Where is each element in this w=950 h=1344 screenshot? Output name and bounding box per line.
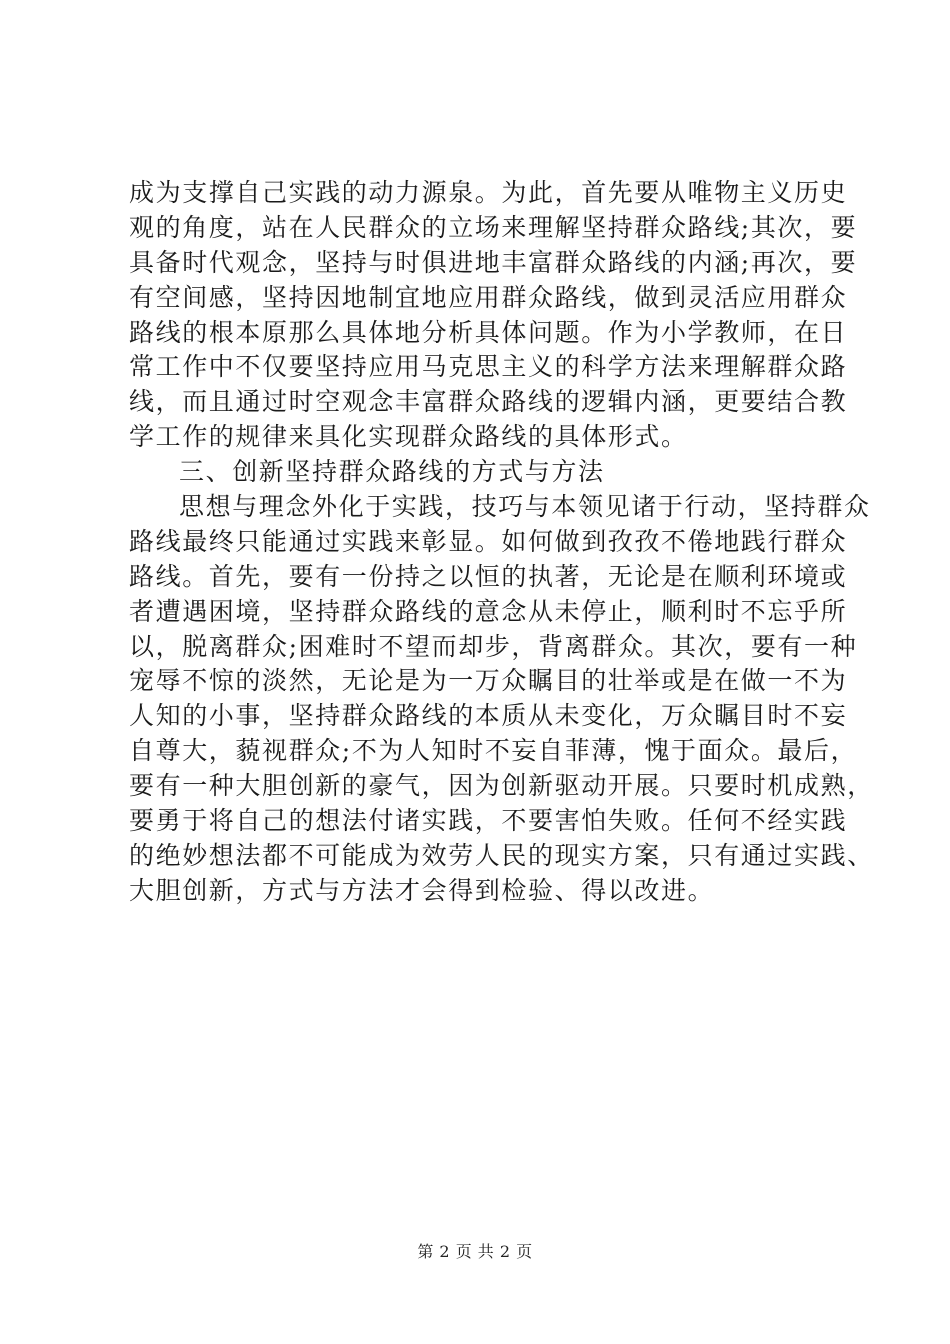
body-line: 以，脱离群众;困难时不望而却步，背离群众。其次，要有一种: [129, 631, 858, 661]
body-line: 具备时代观念，坚持与时俱进地丰富群众路线的内涵;再次，要: [129, 247, 858, 277]
body-line: 路线最终只能通过实践来彰显。如何做到孜孜不倦地践行群众: [129, 526, 848, 556]
body-line: 宠辱不惊的淡然，无论是为一万众瞩目的壮举或是在做一不为: [129, 666, 848, 696]
body-line: 观的角度，站在人民群众的立场来理解坚持群众路线;其次，要: [129, 212, 858, 242]
body-line: 人知的小事，坚持群众路线的本质从未变化，万众瞩目时不妄: [129, 701, 848, 731]
body-line: 路线的根本原那么具体地分析具体问题。作为小学教师，在日: [129, 317, 848, 347]
page-number: 第 2 页 共 2 页: [417, 1242, 533, 1261]
body-line: 学工作的规律来具化实现群众路线的具体形式。: [129, 422, 688, 452]
section-heading: 三、创新坚持群众路线的方式与方法: [179, 457, 605, 487]
body-line: 要勇于将自己的想法付诸实践，不要害怕失败。任何不经实践: [129, 806, 848, 836]
body-line: 要有一种大胆创新的豪气，因为创新驱动开展。只要时机成熟，: [129, 771, 874, 801]
document-body: [129, 176, 874, 909]
body-line: 线，而且通过时空观念丰富群众路线的逻辑内涵，更要结合教: [129, 387, 848, 417]
body-line: 成为支撑自己实践的动力源泉。为此，首先要从唯物主义历史: [129, 178, 848, 207]
body-line: 常工作中不仅要坚持应用马克思主义的科学方法来理解群众路: [129, 352, 848, 382]
body-line: 自尊大，藐视群众;不为人知时不妄自菲薄，愧于面众。最后，: [129, 736, 858, 766]
body-line: 的绝妙想法都不可能成为效劳人民的现实方案，只有通过实践、: [129, 840, 874, 870]
body-line: 大胆创新，方式与方法才会得到检验、得以改进。: [129, 875, 715, 905]
body-line: 者遭遇困境，坚持群众路线的意念从未停止，顺利时不忘乎所: [129, 596, 848, 626]
body-line: 路线。首先，要有一份持之以恒的执著，无论是在顺利环境或: [129, 561, 848, 591]
page-footer: [0, 1241, 950, 1263]
paragraph-first-line: 思想与理念外化于实践，技巧与本领见诸于行动，坚持群众: [179, 492, 871, 522]
body-line: 有空间感，坚持因地制宜地应用群众路线，做到灵活应用群众: [129, 282, 848, 312]
